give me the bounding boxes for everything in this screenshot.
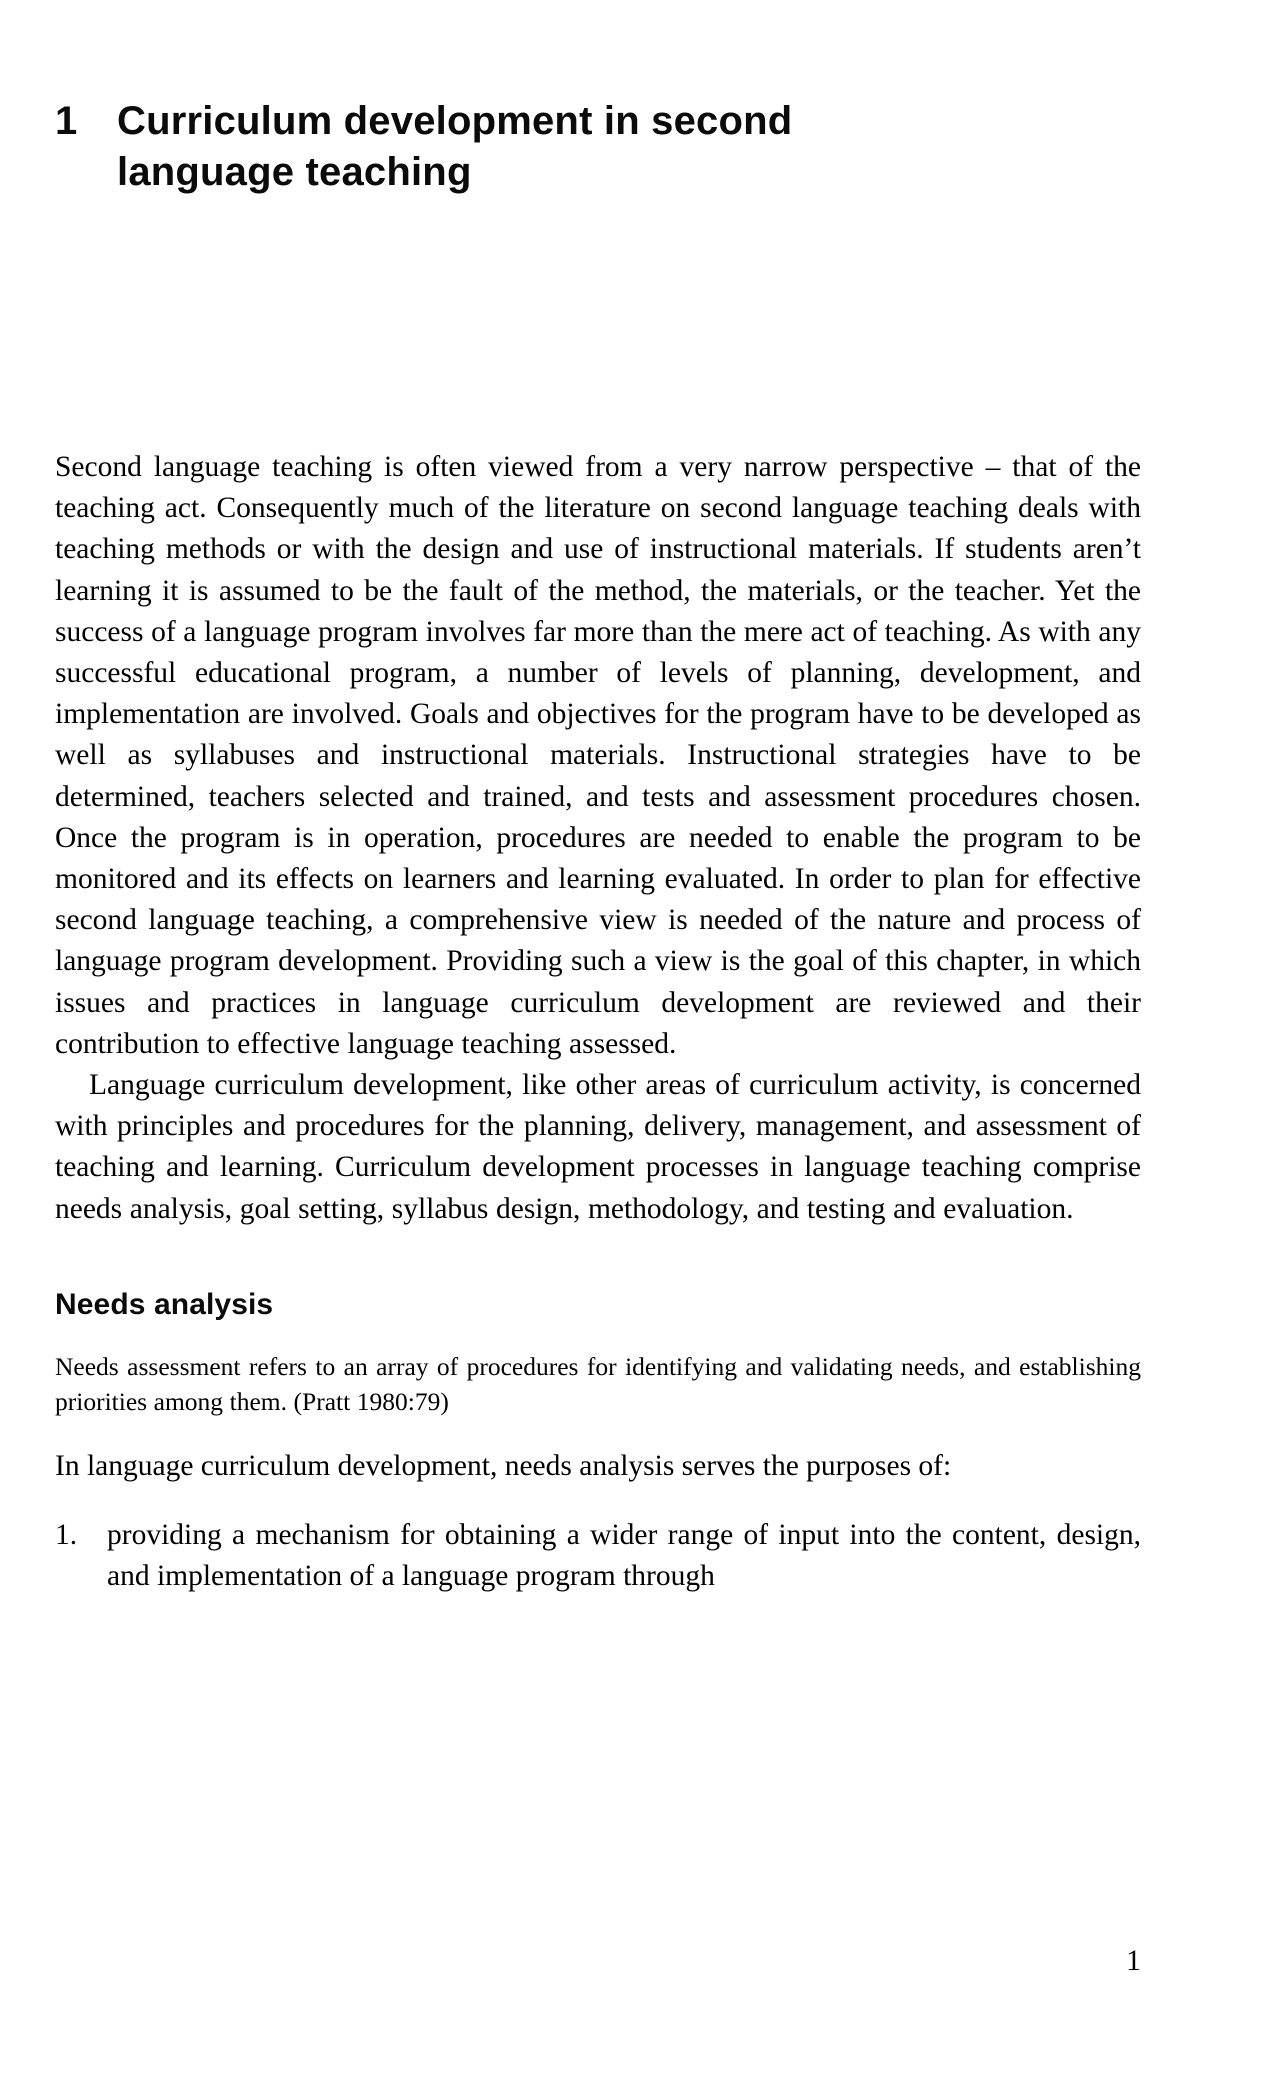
body-column <box>55 447 1141 1597</box>
chapter-title-line-2: language teaching <box>117 149 472 194</box>
chapter-heading <box>55 96 1145 198</box>
section-heading-needs-analysis: Needs analysis <box>55 1287 274 1321</box>
section-lead-in-text: In language curriculum development, needs analysis serves the purposes of: <box>55 1449 952 1482</box>
list-item-marker: 1. <box>55 1519 78 1552</box>
list-item <box>55 1515 1141 1597</box>
chapter-title <box>117 96 877 198</box>
section-extract-quote: Needs assessment refers to an array of procedures for identifying and validating needs, and establishing priorities among them. (Pratt 1980:79) <box>55 1351 1141 1416</box>
chapter-title-line-1: Curriculum development in second <box>117 99 793 143</box>
page-number: 1 <box>1126 1944 1141 1977</box>
purposes-list <box>55 1515 1141 1597</box>
body-paragraph-2: Language curriculum development, like other areas of curriculum activity, is concerned with principles and procedures for the planning, delivery, management, and assessment of teaching and learning. Curriculum development processes in language teaching comprise needs analysis, goal setting, syllabus design, methodology, and testing and evaluation. <box>55 1069 1141 1225</box>
list-item-text: providing a mechanism for obtaining a wider range of input into the content, design, and implementation of a language program through <box>107 1519 1141 1593</box>
body-paragraph-1: Second language teaching is often viewed from a very narrow perspective – that of the teaching act. Consequently much of the literature on second language teaching deals with teaching methods or with the design and use of instructional materials. If students aren’t learning it is assumed to be the fault of the method, the materials, or the teacher. Yet the success of a language program involves far more than the mere act of teaching. As with any successful educational program, a number of levels of planning, development, and implementation are involved. Goals and objectives for the program have to be developed as well as syllabuses and instructional materials. Instructional strategies have to be determined, teachers selected and trained, and tests and assessment procedures chosen. Once the program is in operation, procedures are needed to enable the program to be monitored and its effects on learners and learning evaluated. In order to plan for effective second language teaching, a comprehensive view is needed of the nature and process of language program development. Providing such a view is the goal of this chapter, in which issues and practices in language curriculum development are reviewed and their contribution to effective language teaching assessed. <box>55 451 1141 1060</box>
chapter-number: 1 <box>55 99 78 143</box>
